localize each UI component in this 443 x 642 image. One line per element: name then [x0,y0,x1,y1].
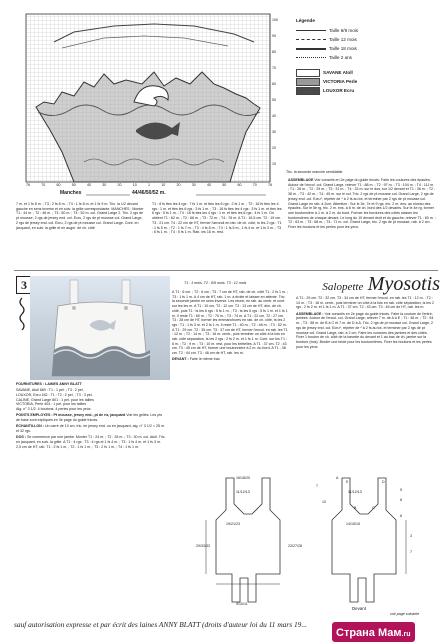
legend-size-label: Taille 12 mois [329,37,357,42]
schematic-devant-label: Devant [352,606,366,611]
echantillon-text: Un carré de 10 cm, tric. en jersey end. ou en jacquard, aig. n° 3 1/2 = 25 m. et 32 rgs. [16,424,165,434]
watermark-url: .ru [401,631,411,638]
legend-note: Tric. la seconde manche semblable. [286,170,344,174]
schematic-label: 29/33/33 [196,544,210,548]
points-text: Voir les grilles. Les pts de base sont expliqués en 3e page du guide tricots. [16,413,163,423]
line-swatch [296,39,326,40]
axis-number: 10 [132,183,137,187]
chart-left-label: Manches [60,190,82,196]
axis-number: 60 [56,183,61,187]
product-photo [30,276,170,380]
schematic-letter: D [382,480,385,484]
schematic-label: 6 [400,514,402,518]
legend-size-label: Taille 6/9 mois [329,28,359,33]
row-number: 90 [272,34,276,38]
top-text-col2 [152,202,282,237]
legend [296,18,436,95]
assemblage-title: ASSEMBLAGE [288,178,314,182]
axis-number: 70 [252,183,257,187]
top-text-col1 [16,202,144,232]
sleeve-chart-svg [14,12,276,187]
schematic-label: 14/15/15 [346,522,360,526]
section-number: 3 [21,277,27,292]
schematic-letter: C [372,506,375,510]
fournitures-title: FOURNITURES : LAINES ANNY BLATT [16,382,82,386]
top-text-col3 [288,178,436,231]
schematic-label: 9/10/11 [236,602,248,606]
legend-color-row [296,68,436,77]
watermark [332,622,415,642]
schematic-label: 19/21/23 [226,522,240,526]
legend-title: Légende [296,18,315,23]
dos-text: Se commence par une jambe. Monter T1 : 24 m. ; T2 : 28 m. ; T3 : 30 m. col. Atoll. Tric. en jacquard, en suiv. la grille. A T1 : 4 rgs ; T3 : 4 rgs et 1 fs 4 m. ; T3 : 1 fs 4 m. et 1 fs 3 m. 2,5 cm de HT, rab. T1 : 2 fs 1 m. ; T2 : 1 fs 1 m. ; T3 : 2 fs 1 m. ; T4 : 1 fs 1 m. [16,435,166,449]
axis-number: 10 [161,183,166,187]
schematic-label: 7 [410,550,412,554]
legend-color-label: LOUXOR Ecru [323,88,355,93]
fourniture-item: LOUXOR, Ecru 182 : T1 : T2 : 2 pel. ; T3 : 3 pel. [16,393,93,397]
row-number: 30 [272,130,276,134]
row-number: 70 [272,66,276,70]
legend-color-row [296,77,436,86]
schematic-label: 3 [410,534,412,538]
chart-axis-numbers [26,183,272,188]
dos-title: DOS : [16,435,26,440]
row-number: 60 [272,82,276,86]
line-swatch [296,57,326,58]
legend-size-row [296,35,436,44]
schematic-letter: A [336,476,339,480]
schematic-letter: E [346,480,349,484]
row-number: 10 [272,162,276,166]
watermark-text: Страна Мам [336,627,402,639]
decorative-vertical-motif [16,296,28,336]
points-title: POINTS EMPLOYES : Pt mousse, jersey end., pt de riz, jacquard [16,413,126,418]
color-swatch-ecru [296,87,320,95]
footer-next: voir page suivante [390,612,420,616]
color-swatch-perle [296,78,320,86]
axis-number: 30 [191,183,196,187]
title-name: Myosotis [367,273,440,295]
assemblage-title-3: ASSEMBLAGE : [296,311,324,316]
fourniture-item: Aig. n° 3 1/2. 4 boutons. 4 perles pour les yeux. [16,407,92,412]
assemblage-text-3: Voir conseils en 2e page du guide tricots. Faire la couture de l'entre-jambes. Autour de l'encol. col. Grand Large, relever 7 m. de A à E ; T1 : 46 m. ; T2 : 54 m. ; T3 : 58 m. de B à C et 7 m. de D à A. Tric. 2 rgs de pt mousse col. Grand Large, 2 rgs de jersey end. col. Ecru*, répéter de * à 2 fs au tot, et terminer par 2 rgs de pt mousse col. Grand Large, rab. à 2 cm. Faire les coutures des jambes et des côtés. Fixer 1 bouton de ch. côté de la bavette du devant et 1 au bas de ch. jambe sur la bordure (bos). Broder une bride pour les boutonnières. Fixer les boutons et les perles pour les yeux. [296,311,434,349]
schematic-label: 7 [316,484,318,488]
chart-bottom-label: 44/46/50/52 m. [132,190,166,196]
section-divider [14,270,438,271]
schematic-labels [196,474,436,614]
overalls-illustration [30,276,170,380]
devant-text: Faire le même trav. [189,357,221,362]
s3-col1 [16,382,166,451]
row-number: 80 [272,50,276,54]
legend-size-row [296,44,436,53]
fourniture-item: VICTORIA, Perle 404 : 1 pel. pour les tailles [16,402,87,407]
row-number: 40 [272,114,276,118]
legend-color-label: VICTORIA Perle [323,79,358,84]
s3-col3 [296,296,436,351]
line-swatch [296,30,326,31]
row-number: 20 [272,146,276,150]
line-swatch [296,48,326,50]
s3-col3-text: A T1 : 29 cm. T2 : 32 cm. T3 : 34 cm de HT, fermer l'encol. en rab. les T1 : 12 m. ; T2 : 14 m. ; T3 : 16 m. centr., puis terminer un côté à la fois en rab. côté séparation, ts les 2 rgs : 2 fs 2 m. et 1 fs 1 m. A T1 : 37 cm. T2 : 43 cm. T3 : 45 cm de HT, rab. les m. [296,296,434,310]
top-col3-text: Voir conseils en 2e page du guide tricots. Faire les coutures des épaules. Autour de l'encol. col. Grand Large, relever T1 : 88 m. ; T2 : 97 m. ; T3 : 104 m. ; T4 : 111 m. ; T1 : 26 m. ; T2 : 29 m. ; T3 : 31 m. ; T4 : 33 m. sur le dos, sur 1/2 devant et T1 : 36 m. ; T2 : 38 m. ; T3 : 42 m. ; T4 : 45 m. sur le col. Tric. 2 rgs de pt mousse col. Grand Large, 2 rgs de jersey end. col. Ecru*, répéter de * à 2 fs au tot, et terminer par 2 rgs de pt mousse col. Grand Large en rab. à 2cm. Attention : Sur le 3e, 7e et 9 rgs, tric. 2 m. ens. au niveau des épaules. Sur le 5e rg, tric. 2 m. ens. à 8 m. de ch. bord des 1/2 devants. Sur le 4e rg, former une boutonnière à 1 m. à 2 m. du bord. Former les bordures des côtés classer les boutonnières de chaque devant. Le long du 10 devant droit et du gauche, relever T1 : 60 m. ; T2 : 63 m. ; T3 : 68 m. ; T4 : 71 m. col. Grand Large, tric. 2 rgs de pt mousse, rab. à 2 cm. Fixer les boutons et les perles pour les yeux. [288,178,436,230]
echantillon-title: ECHANTILLON : [16,424,44,429]
s3-col2-text: A T1 : 6 cm. ; T2 : 6 cm ; T3 : 7 cm de HT, rab. de ch. côté T1 : 2 fs 1 m. ; T3 : 1 fs 1 m. A 4 cm de HT, rab. 1 m. à droite et laisser en attente. Tric. la seconde jambe en sens inverse. Les réunir, en rab. au centr. et cont. sur les les m. A T1 : 10 cm. T2 : 12 cm. T3 : 13 cm de HT, dim. de ch. côté, puis T1 : ts les 6 rgs : 5 fs 1 m. ; T3 : ts les 6 rgs : 5 fs 1 m. et 1 fs 1 m. Il reste T1 : 60 m. ; T2 : 70 m. ; T3 : 74 m. A T1 : 22 cm. T2 : 27 cm. T3 : 28 cm de HT, former les emmanchures en rab. de ch. côté, ts les 2 rgs : T1 : 1 fs 3 m. et 2 fs 1 m. Il reste T1 : 40 m. ; T2 : 48 m. ; T3 : 52 m. A T1 : 29 cm. T2 : 35 cm. T3 : 37 cm de HT, former l'encol. en rab. les T1 : 12 m. ; T2 : 14 m. ; T3 : 16 m. centr., puis terminer un côté à la fois en rab. côté séparation, ts les 2 rgs : 2 fs 2 m. et 1 fs 1 m. Cont. sur les T1 : 6 m. ; T2 : 9 m. ; T3 : 10 m. rest. pour les bretelles. A T1 : 37 cm. T2 : 43 cm. T3 : 45 cm de HT, former une boutonnière à 2 m. du bord. A T1 : 38 cm. T2 : 44 cm. T3 : 46 cm de HT, rab. les m. [172,290,288,356]
legend-size-label: Taille 18 mois [329,46,357,51]
axis-number: 40 [207,183,211,187]
legend-size-row [296,26,436,35]
title-prefix: Salopette [322,281,364,293]
axis-number: 76 [268,183,272,187]
fourniture-item: SAVANE, Atoll 869 : T1 : 1 pel. ; T3 : 2 pel. [16,388,84,393]
footer-text: sauf autorisation expresse et par écrit des laines ANNY BLATT (droits d'auteur loi du 11 mars 19... [14,620,307,629]
color-swatch-atoll [296,69,320,77]
axis-number: 20 [176,183,181,187]
axis-number: 30 [102,183,107,187]
schematic-label: 5 [400,488,402,492]
axis-number: 60 [237,183,242,187]
schematic-label: 11/12/13 [348,490,362,494]
row-number: 100 [272,18,278,22]
s3-col2 [172,290,288,364]
fourniture-item: CALINE, Grand Large 801 : 1 pel. pour les tailles [16,397,94,402]
chart-dimension-arrow [30,192,270,198]
axis-number: 70 [41,183,46,187]
top-col2-text: T1 : 8 fs ttes les 4 rgs : 7 fs 1 m. et ttes les 6 rgs : 2 fs 1 m. ; T2 : 16 fs ttes les 4 rgs : 1 m. et ttes les 6 rgs : 3 fs 1 m. ; T3 : 16 fs ttes les 4 rgs : 3 fs 1 m. et ttes les 6 rgs : 5 fs 1 m. ; T4 : 16 fs ttes les 4 rgs : 1 m. et ttes les 6 rgs : 4 fs 1 m. On obtient T1 : 62 m. ; T2 : 66 m. ; T3 : 72 m. ; T4 : 76 m. A T1 : 16,5 cm. T2 : 19 cm. T3 : 21 cm. T4 : 22 cm de HT, fermer l'arrondi en rab. de ch. côté, ts les 2 rgs : T1 : 1 fs 5 m. ; T2 : 1 fs 7 m. ; T3 : 4 fs 8 m. ; T4 : 1 fs 5 m., 1 fs 4 m. et 1 fs 3 m. ; T3 : 6 fs 1 m. ; T4 : 5 fs 1 m. Rab. les 16 m. rest. [152,202,282,235]
row-number: 50 [272,98,276,102]
devant-title: DEVANT : [172,357,189,362]
motif-icon [16,296,28,336]
schematic-label: 10 [322,500,326,504]
axis-number: 20 [117,183,122,187]
schematic-label: 8 [400,498,402,502]
axis-number: 1 [148,183,150,187]
axis-number: 40 [87,183,91,187]
schematic-label: 11/12/13 [236,490,250,494]
sleeve-chart [14,12,276,187]
legend-size-label: Taille 2 ans [329,55,352,60]
axis-number: 76 [26,183,30,187]
axis-number: 50 [71,183,76,187]
schematic-label: 23/27/28 [288,544,302,548]
schematic-label: 16/18/20 [236,476,250,480]
chart-row-numbers [272,18,286,178]
legend-color-row [296,86,436,95]
top-col1-text: 7 m. et 1 fs 8 m. ; T3 : 2 fs 8 m. ; T4 : 1 fs 8 m. et 1 fs 9 m. Tric. la 1/2 devant gauche en sens inverse et en suiv. la grille correspondante. MANCHES : Monter T1 : 44 m. ; T2 : 46 m. ; T3 : 50 m. ; T4 : 52 m. col. Grand Large 2. Tric. 2 rgs de pt mousse, 2 rgs de jersey end. col. Ecru, 2 rgs de pt mousse col. Grand Large, 2 rgs de jersey end. col. Ecru, 2 rgs de pt mousse col. Grand Large. Cont. en jacquard, en suiv. la grille et en augm. de ch. côté [16,202,144,230]
axis-number: 50 [222,183,227,187]
schematic-letter: B [354,506,357,510]
legend-size-row [296,53,436,62]
legend-color-label: SAVANE Atoll [323,70,353,75]
sizes-line: T1 : 3 mois. T2 : 6/9 mois. T3 : 12 mois [184,281,247,285]
